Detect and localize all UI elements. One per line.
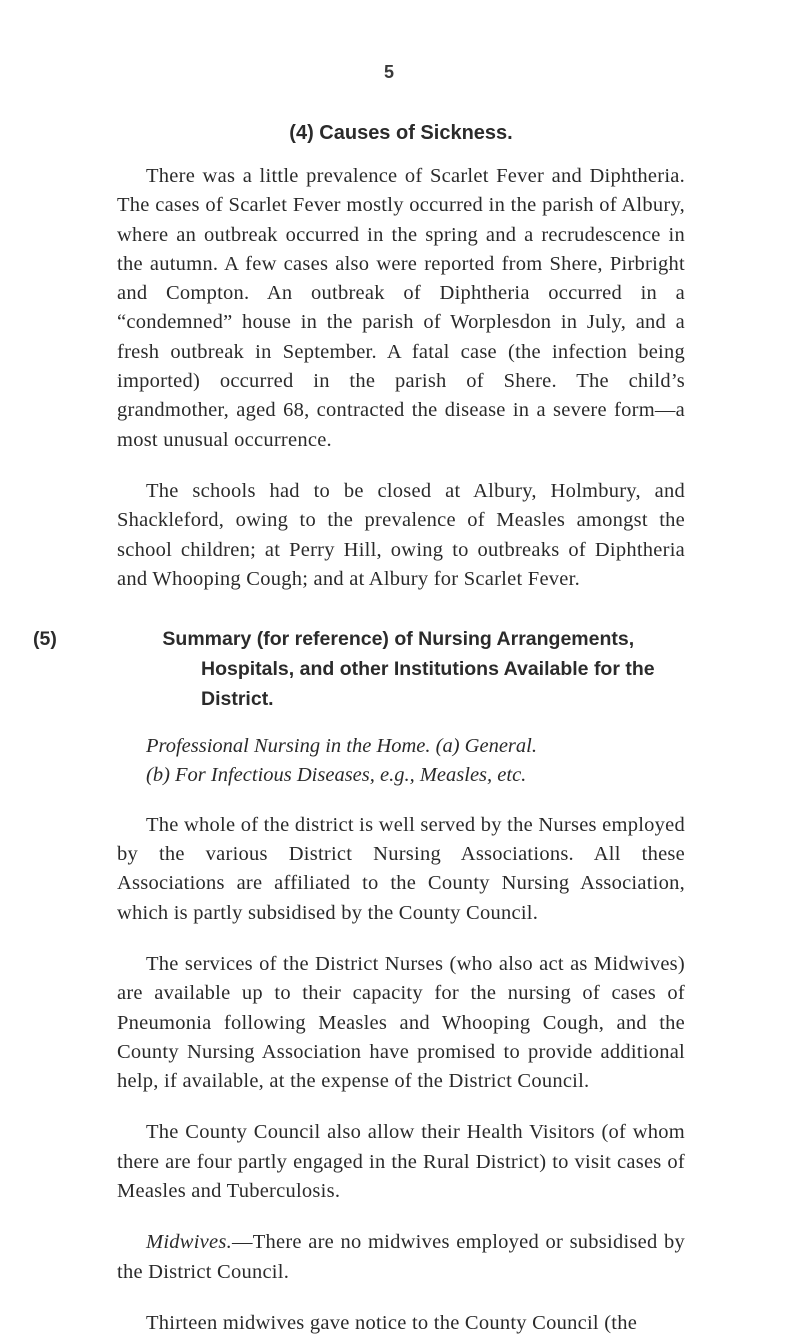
paragraph-nurse-services: The services of the District Nurses (who also act as Midwives) are available up to their capacity for the nursing of cases of Pneumonia following Measles and Whooping Cough, and the County Nursing Association have promised to provide additional help, if available, at the expense of the District Council. xyxy=(117,952,685,1093)
page-content xyxy=(33,104,685,1338)
section-heading-text: Summary (for reference) of Nursing Arrangements, Hospitals, and other Institutions Available for the District. xyxy=(162,628,655,711)
subheading-professional-nursing xyxy=(117,732,685,791)
subheading-line-infectious: (b) For Infectious Diseases, e.g., Measles, etc. xyxy=(146,764,527,787)
section-heading-causes-of-sickness: (4) Causes of Sickness. xyxy=(289,122,513,144)
midwives-label: Midwives. xyxy=(146,1231,232,1254)
paragraph-midwives xyxy=(117,1228,685,1287)
paragraph-health-visitors: The County Council also allow their Health Visitors (of whom there are four partly engaged in the Rural District) to visit cases of Measles and Tuberculosis. xyxy=(117,1121,685,1203)
section-heading-summary-nursing xyxy=(33,624,685,714)
section-number: (5) xyxy=(33,628,57,651)
subheading-line-general: Professional Nursing in the Home. (a) General. xyxy=(146,735,537,758)
page-number: 5 xyxy=(384,62,395,82)
paragraph-thirteen-midwives: Thirteen midwives gave notice to the County Council (the xyxy=(146,1311,638,1334)
paragraph-district-nurses: The whole of the district is well served by the Nurses employed by the various District Nursing Associations. All these Associations are affiliated to the County Nursing Association, which is partly subsidised by the County Council. xyxy=(117,813,685,924)
paragraph-school-closures: The schools had to be closed at Albury, Holmbury, and Shackleford, owing to the prevalence of Measles amongst the school children; at Perry Hill, owing to outbreaks of Diphtheria and Whooping Cough; and at Albury for Scarlet Fever. xyxy=(117,479,685,590)
paragraph-scarlet-fever-diphtheria: There was a little prevalence of Scarlet Fever and Diphtheria. The cases of Scarlet Fever mostly occurred in the parish of Albury, where an outbreak occurred in the spring and a recrudescence in the autumn. A few cases also were reported from Shere, Pirbright and Compton. An outbreak of Diphtheria occurred in a “condemned” house in the parish of Worplesdon in July, and a fresh outbreak in September. A fatal case (the infection being imported) occurred in the parish of Shere. The child’s grandmother, aged 68, contracted the disease in a severe form—a most unusual occurrence. xyxy=(117,165,685,451)
midwives-text: —There are no midwives employed or subsidised by the District Council. xyxy=(117,1231,685,1283)
